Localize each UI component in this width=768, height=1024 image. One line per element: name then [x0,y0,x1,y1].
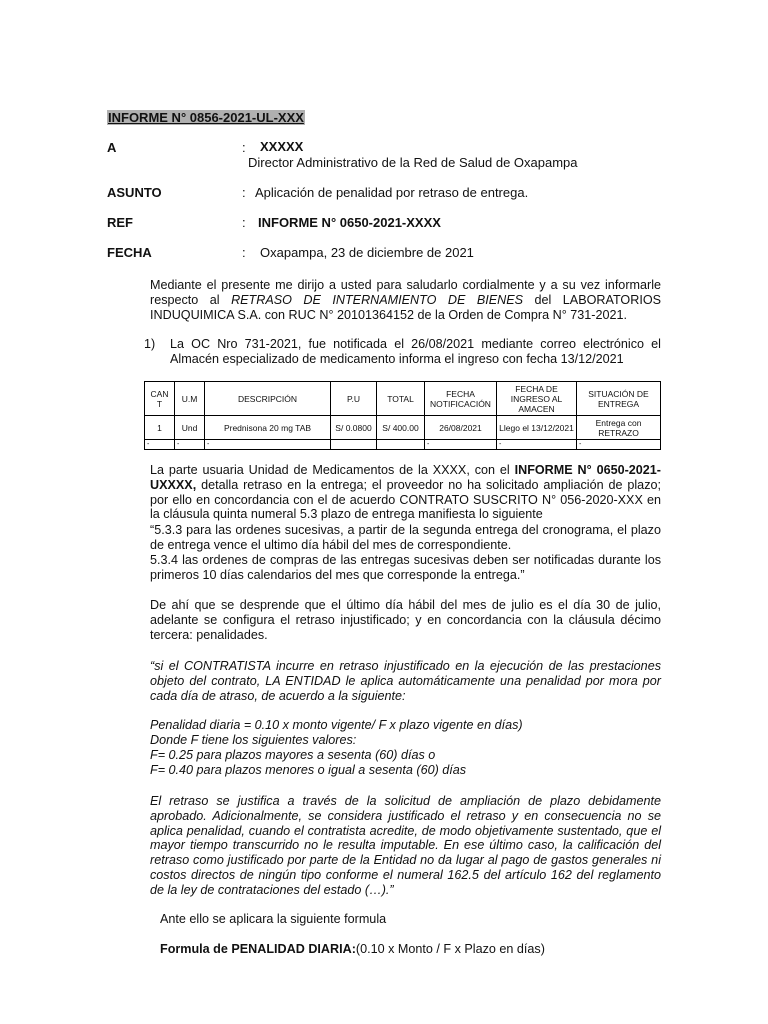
document-title: INFORME N° 0856-2021-UL-XXX [108,110,304,125]
item-1-number: 1) [144,337,156,351]
ante-text: Ante ello se aplicara la siguiente formula [160,912,387,926]
table-cell [377,440,425,450]
table-cell: S/ 400.00 [377,416,425,440]
table-cell [331,440,377,450]
table-cell: - [145,440,175,450]
table-header-row [145,382,661,416]
formula-line-3: F= 0.25 para plazos mayores a sesenta (60) días o [150,748,436,762]
paragraph-2-clause-2: 5.3.4 las ordenes de compras de las entregas sucesivas deben ser notificadas durante los primeros 10 días calendarios del mes que corresponde la entrega.” [150,553,661,582]
table-header-cell: FECHA DE INGRESO AL AMACEN [497,382,577,416]
header-ref-colon: : [242,215,246,230]
final-formula-label: Formula de PENALIDAD DIARIA: [160,942,356,956]
table-cell: Entrega con RETRAZO [577,416,661,440]
table-header-cell: CAN T [145,382,175,416]
table-cell: - [205,440,331,450]
table-header-cell: P.U [331,382,377,416]
intro-paragraph [150,278,661,322]
paragraph-2-clause-1: “5.3.3 para las ordenes sucesivas, a partir de la segunda entrega del cronograma, el plazo de entrega vence el ultimo día hábil del mes de correspondiente. [150,523,661,552]
table-cell: Llego el 13/12/2021 [497,416,577,440]
header-asunto-colon: : [242,185,246,200]
header-a-colon: : [242,140,246,155]
intro-highlight: RETRASO DE INTERNAMIENTO DE BIENES [231,292,524,307]
header-ref-label: REF [107,215,133,230]
header-a-role: Director Administrativo de la Red de Salud de Oxapampa [248,155,578,170]
quote-1: “si el CONTRATISTA incurre en retraso injustificado en la ejecución de las prestaciones objeto del contrato, LA ENTIDAD le aplica automáticamente una penalidad por mora por cada día de atraso, de acuerdo a la siguiente: [150,659,661,703]
header-fecha-value: Oxapampa, 23 de diciembre de 2021 [260,245,474,260]
intro-text-3: del LABORATORIOS INDUQUIMICA S.A. con RUC N° 20101364152 de la Orden de Compra N° 731-2021. [150,292,662,322]
table-header-cell: TOTAL [377,382,425,416]
table-empty-row [145,440,661,450]
final-formula-expression: (0.10 x Monto / F x Plazo en días) [355,942,545,956]
table-cell: - [175,440,205,450]
table-cell: Und [175,416,205,440]
final-formula [160,942,545,956]
formula-line-1: Penalidad diaria = 0.10 x monto vigente/ F x plazo vigente en días) [150,718,523,732]
formula-line-4: F= 0.40 para plazos menores o igual a sesenta (60) días [150,763,467,777]
header-a-name: XXXXX [260,139,304,154]
table-header-cell: U.M [175,382,205,416]
intro-text-1: Mediante el presente me dirijo a usted para saludarlo cordialmente y a su vez informarle respecto al [150,278,661,307]
paragraph-2-ref: INFORME N° 0650-2021-UXXXX, [150,463,661,492]
paragraph-2-text-3: detalla retraso en la entrega; el proveedor no ha solicitado ampliación de plazo; por ello en concordancia con el de acuerdo CONTRATO SUSCRITO N° 056-2020-XXX en la cláusula quinta numeral 5.3 plazo de entrega manifiesta lo siguiente [150,477,661,522]
header-asunto-value: Aplicación de penalidad por retraso de entrega. [255,185,529,200]
header-asunto-label: ASUNTO [107,185,162,200]
table-cell: - [425,440,497,450]
table-cell: - [577,440,661,450]
item-1-text: La OC Nro 731-2021, fue notificada el 26/08/2021 mediante correo electrónico el Almacén especializado de medicamento informa el ingreso con fecha 13/12/2021 [170,337,661,366]
table-header-cell: DESCRIPCIÓN [205,382,331,416]
header-fecha-colon: : [242,245,246,260]
header-fecha-label: FECHA [107,245,152,260]
formula-line-2: Donde F tiene los siguientes valores: [150,733,357,747]
table-row [145,416,661,440]
quote-2: El retraso se justifica a través de la solicitud de ampliación de plazo debidamente aprobado. Adicionalmente, se considera justificado el retraso y en consecuencia no se aplica penalidad, cuando el contratista acredite, de modo objetivamente sustentado, que el mayor tiempo transcurrido no le resulta imputable. En ese último caso, la calificación del retraso como justificado por parte de la Entidad no da lugar al pago de gastos generales ni costos directos de ningún tipo conforme el numeral 162.5 del artículo 162 del reglamento de la ley de contrataciones del estado (…).” [150,794,661,897]
table-cell: Prednisona 20 mg TAB [205,416,331,440]
table-header-cell: SITUACIÓN DE ENTREGA [577,382,661,416]
table-cell: 26/08/2021 [425,416,497,440]
order-table [144,381,661,450]
paragraph-2 [150,463,661,522]
header-ref-value: INFORME N° 0650-2021-XXXX [258,215,441,230]
table-cell: S/ 0.0800 [331,416,377,440]
paragraph-3: De ahí que se desprende que el último día hábil del mes de julio es el día 30 de julio, adelante se configura el retraso injustificado; y en concordancia con la cláusula décimo tercera: penalidades. [150,598,661,642]
paragraph-2-text-1: La parte usuaria Unidad de Medicamentos de la XXXX, con el [150,463,515,477]
table-cell: 1 [145,416,175,440]
header-a-label: A [107,140,117,155]
table-header-cell: FECHA NOTIFICACIÓN [425,382,497,416]
table-cell: - [497,440,577,450]
